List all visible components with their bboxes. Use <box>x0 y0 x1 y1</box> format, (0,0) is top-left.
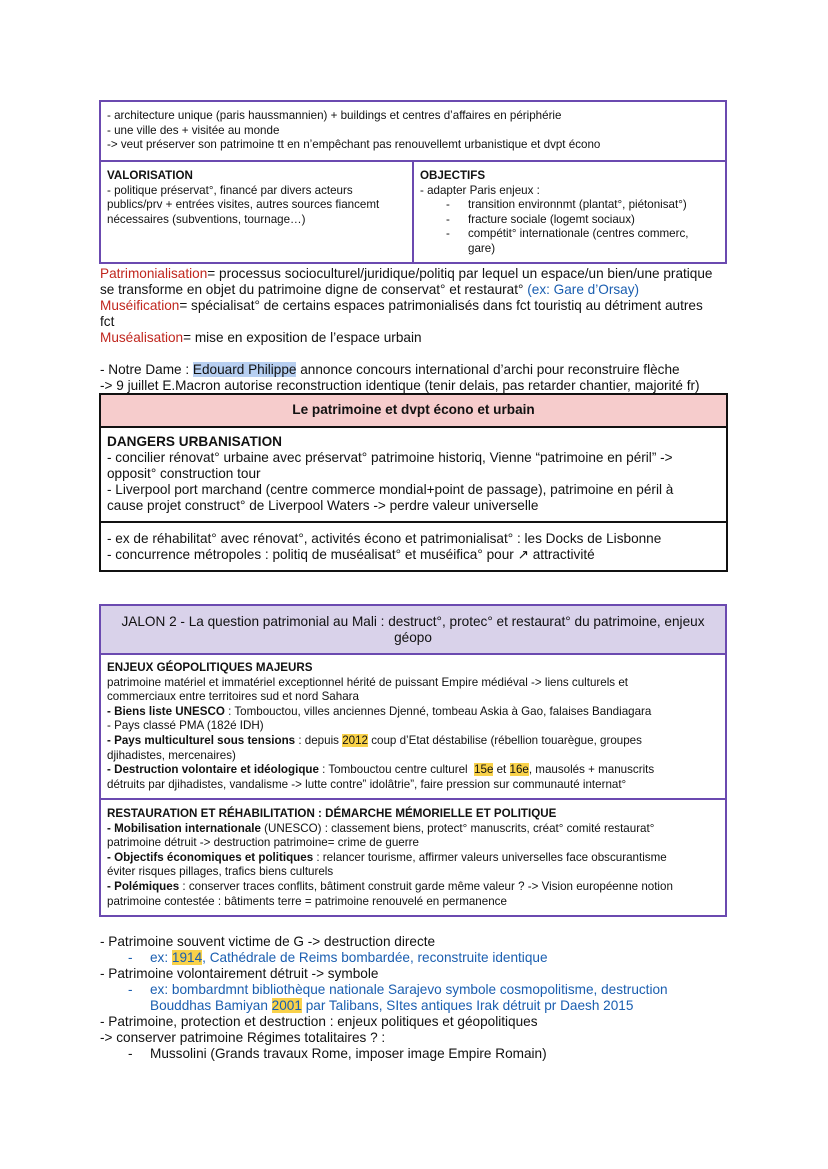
definition: fct <box>100 314 115 329</box>
intro-line: - une ville des + visitée au monde <box>107 123 280 137</box>
objectifs-cell <box>420 169 689 257</box>
enjeux-text: : Tombouctou, villes anciennes Djenné, tombeau Askia à Gao, falaises Bandiagara <box>224 704 652 718</box>
valorisation-line: - politique préservat°, financé par divers acteurs <box>107 183 353 197</box>
enjeux-text: coup d’Etat déstabilise (rébellion touarègue, groupes <box>367 733 642 747</box>
note-line: -> conserver patrimoine Régimes totalitaires ? : <box>100 1030 386 1045</box>
example-item <box>128 950 668 966</box>
highlighted-name: Edouard Philippe <box>192 362 297 377</box>
highlighted-century: 16e <box>509 763 529 777</box>
restauration-cell <box>107 807 673 909</box>
definition: se transforme en objet du patrimoine digne de conservat° et restaurat° <box>100 282 524 297</box>
term: Muséification <box>100 298 180 313</box>
note-line: -> 9 juillet E.Macron autorise reconstruction identique (tenir delais, pas retarder chantier, majorité fr) <box>100 378 700 393</box>
note-text: annonce concours international d’archi pour reconstruire flèche <box>296 362 680 377</box>
jalon-title: JALON 2 - La question patrimonial au Mali : destruct°, protec° et restaurat° du patrimoine, enjeux <box>121 614 705 629</box>
restauration-title: RESTAURATION ET RÉHABILITATION : DÉMARCHE MÉMORIELLE ET POLITIQUE <box>107 807 557 820</box>
dangers-cell <box>107 434 673 514</box>
dangers-line: cause projet construct° de Liverpool Waters -> perdre valeur universelle <box>107 498 539 513</box>
objectifs-item: - fracture sociale (logemt sociaux) <box>446 213 689 228</box>
enjeux-text: et <box>493 763 510 777</box>
restauration-text: : conserver traces conflits, bâtiment construit garde même valeur ? -> Vision européenne notion <box>179 879 673 893</box>
note-item: - Mussolini (Grands travaux Rome, imposer image Empire Romain) <box>128 1046 668 1062</box>
enjeux-bold: - Pays multiculturel sous tensions <box>107 733 296 747</box>
restauration-text: : relancer tourisme, affirmer valeurs universelles face obscurantisme <box>313 850 667 864</box>
dangers-title: DANGERS URBANISATION <box>107 434 282 449</box>
restauration-text: (UNESCO) : classement biens, protect° manuscrits, créat° comité restaurat° <box>260 821 655 835</box>
restauration-line: patrimoine contestée : bâtiments terre = patrimoine renouvelé en permanence <box>107 894 507 908</box>
valorisation-cell <box>107 169 379 227</box>
highlighted-year: 2012 <box>342 733 368 747</box>
bottom-notes <box>100 934 668 1062</box>
divider <box>99 653 727 655</box>
note-prefix: - Notre Dame : <box>100 362 193 377</box>
highlighted-year: 1914 <box>171 950 203 965</box>
intro-line: -> veut préserver son patrimoine tt en n’empêchant pas renouvellemt urbanistique et dvpt écono <box>107 138 601 152</box>
restauration-line: éviter risques pillages, trafics biens culturels <box>107 865 334 879</box>
highlighted-year: 2001 <box>271 998 302 1013</box>
restauration-line: patrimoine détruit -> destruction patrimoine= crime de guerre <box>107 836 419 850</box>
intro-line: - architecture unique (paris haussmannien) + buildings et centres d’affaires en périphérie <box>107 109 562 122</box>
notre-dame-note <box>100 362 700 394</box>
divider <box>99 521 728 523</box>
dvpt-header: Le patrimoine et dvpt écono et urbain <box>292 402 535 417</box>
dangers-line: opposit° construction tour <box>107 466 261 481</box>
restauration-bold: - Polémiques <box>107 879 180 893</box>
highlighted-century: 15e <box>474 763 494 777</box>
valorisation-title: VALORISATION <box>107 169 193 182</box>
paris-intro <box>107 109 600 153</box>
example-item: - ex: bombardmnt bibliothèque nationale Sarajevo symbole cosmopolitisme, destruction <box>128 982 668 998</box>
enjeux-cell <box>107 661 654 792</box>
restauration-bold: - Mobilisation internationale <box>107 821 261 835</box>
divider <box>412 160 414 264</box>
enjeux-line: détruits par djihadistes, vandalisme -> lutte contre” idolâtrie”, faire pression sur communauté internat° <box>107 777 627 791</box>
enjeux-title: ENJEUX GÉOPOLITIQUES MAJEURS <box>107 661 313 674</box>
example: (ex: Gare d’Orsay) <box>527 282 640 297</box>
objectifs-item: - compétit° internationale (centres commerc, <box>446 227 689 242</box>
valorisation-line: publics/prv + entrées visites, autres sources fiancemt <box>107 198 380 212</box>
objectifs-item: - transition environnmt (plantat°, piétonisat°) <box>446 198 689 213</box>
term: Muséalisation <box>100 330 184 345</box>
objectifs-item: gare) <box>468 241 496 255</box>
objectifs-title: OBJECTIFS <box>420 169 486 182</box>
definition: = spécialisat° de certains espaces patrimonialisés dans fct touristiq au détriment autres <box>179 298 703 313</box>
dangers-line: - Liverpool port marchand (centre commerce mondial+point de passage), patrimoine en péril à <box>107 482 674 497</box>
example-text: ex: <box>150 950 172 965</box>
note-line: - Patrimoine souvent victime de G -> destruction directe <box>100 934 436 949</box>
examples-line: - concurrence métropoles : politiq de muséalisat° et muséifica° pour ↗ attractivité <box>107 547 595 562</box>
divider <box>99 426 728 428</box>
example-item <box>150 998 668 1014</box>
restauration-bold: - Objectifs économiques et politiques <box>107 850 314 864</box>
enjeux-line: commerciaux entre territoires sud et nord Sahara <box>107 690 359 704</box>
enjeux-line: - Pays classé PMA (182é IDH) <box>107 719 264 733</box>
examples-cell <box>107 531 661 563</box>
enjeux-line: patrimoine matériel et immatériel exceptionnel hérité de puissant Empire médiéval -> liens culturels et <box>107 675 628 689</box>
term: Patrimonialisation <box>100 266 208 281</box>
note-line: - Patrimoine volontairement détruit -> symbole <box>100 966 379 981</box>
example-text: par Talibans, SItes antiques Irak détruit pr Daesh 2015 <box>301 998 634 1013</box>
divider <box>99 798 727 800</box>
enjeux-text: , mausolés + manuscrits <box>528 763 655 777</box>
examples-line: - ex de réhabilitat° avec rénovat°, activités écono et patrimonialisat° : les Docks de Lisbonne <box>107 531 662 546</box>
enjeux-line: djihadistes, mercenaires) <box>107 748 236 762</box>
objectifs-intro: - adapter Paris enjeux : <box>420 183 540 197</box>
definition: = mise en exposition de l’espace urbain <box>183 330 422 345</box>
jalon-title: géopo <box>394 630 432 645</box>
enjeux-text: : depuis <box>295 733 343 747</box>
dangers-line: - concilier rénovat° urbaine avec préservat° patrimoine historiq, Vienne “patrimoine en péril” -> <box>107 450 673 465</box>
enjeux-text: : Tombouctou centre culturel <box>318 763 475 777</box>
enjeux-bold: - Destruction volontaire et idéologique <box>107 763 319 777</box>
example-text: , Cathédrale de Reims bombardée, reconstruite identique <box>202 950 548 965</box>
definitions <box>100 266 712 346</box>
enjeux-bold: - Biens liste UNESCO <box>107 704 225 718</box>
example-text: Bouddhas Bamiyan <box>150 998 272 1013</box>
note-line: - Patrimoine, protection et destruction : enjeux politiques et géopolitiques <box>100 1014 538 1029</box>
definition: = processus socioculturel/juridique/politiq par lequel un espace/un bien/une pratique <box>207 266 713 281</box>
valorisation-line: nécessaires (subventions, tournage…) <box>107 212 306 226</box>
jalon-header <box>101 614 725 646</box>
